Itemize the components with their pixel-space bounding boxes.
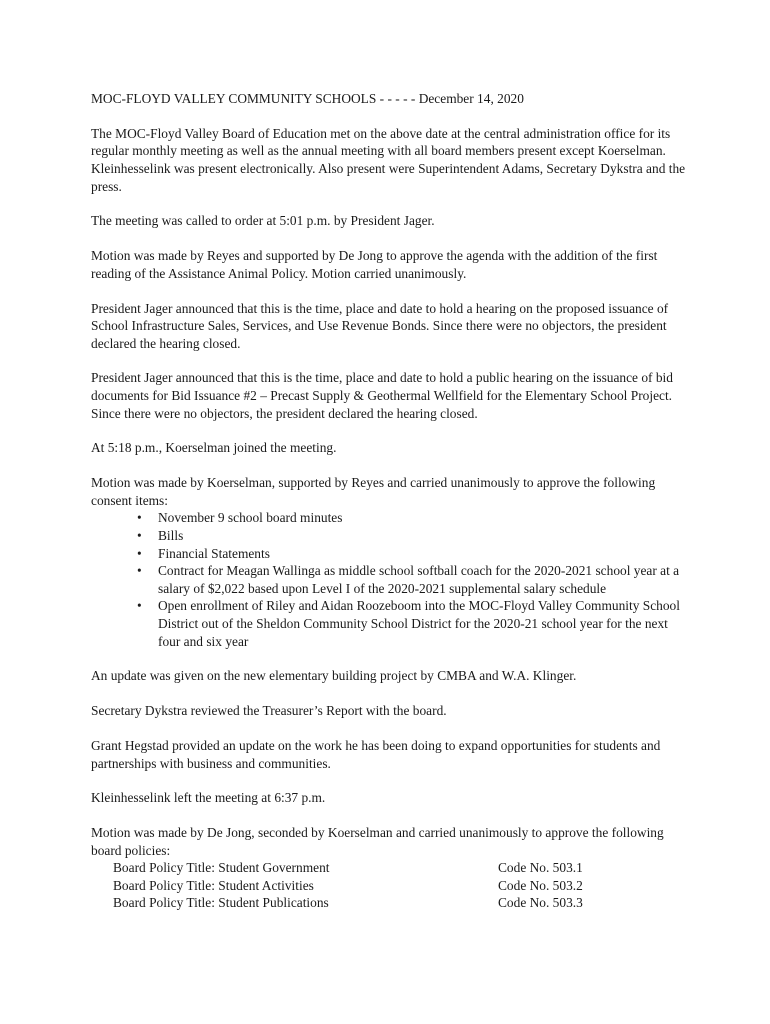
bullet-icon: •: [137, 510, 142, 526]
consent-items-list: [91, 509, 691, 650]
document-page: [91, 90, 691, 929]
policy-row: [91, 894, 691, 912]
paragraph-call-to-order: The meeting was called to order at 5:01 p.m. by President Jager.: [91, 213, 435, 229]
consent-items-section: [91, 474, 691, 650]
board-policies-lead: Motion was made by De Jong, seconded by Koerselman and carried unanimously to approve the following board policies:: [91, 825, 664, 858]
bullet-icon: •: [137, 598, 142, 614]
policy-code: Code No. 503.2: [498, 877, 583, 893]
list-item: [91, 545, 691, 563]
paragraph-koerselman-joined: At 5:18 p.m., Koerselman joined the meeting.: [91, 440, 337, 456]
paragraph-building-update: An update was given on the new elementary building project by CMBA and W.A. Klinger.: [91, 668, 577, 684]
paragraph-agenda-motion: Motion was made by Reyes and supported by De Jong to approve the agenda with the addition of the first reading of the Assistance Animal Policy. Motion carried unanimously.: [91, 248, 658, 281]
paragraph-kleinhesselink-left: Kleinhesselink left the meeting at 6:37 p.m.: [91, 790, 326, 806]
policy-code: Code No. 503.3: [498, 895, 583, 911]
paragraph-bond-hearing: President Jager announced that this is the time, place and date to hold a hearing on the proposed issuance of School Infrastructure Sales, Services, and Use Revenue Bonds. Since there were no objectors, the president declared the hearing closed.: [91, 300, 669, 351]
bullet-icon: •: [137, 545, 142, 561]
policy-title: Board Policy Title: Student Activities: [113, 877, 314, 893]
list-item-text: Financial Statements: [158, 545, 270, 561]
consent-items-lead: Motion was made by Koerselman, supported by Reyes and carried unanimously to approve the following consent items:: [91, 475, 656, 508]
paragraph-treasurer-report: Secretary Dykstra reviewed the Treasurer’s Report with the board.: [91, 703, 447, 719]
policy-code: Code No. 503.1: [498, 860, 583, 876]
list-item: [91, 509, 691, 527]
paragraph-hegstad-update: Grant Hegstad provided an update on the work he has been doing to expand opportunities for students and partnerships with business and communities.: [91, 737, 661, 771]
policy-row: [91, 877, 691, 895]
list-item-text: Open enrollment of Riley and Aidan Roozeboom into the MOC-Floyd Valley Community School District out of the Sheldon Community School District for the 2020-21 school year for the next four and six year: [158, 598, 680, 649]
paragraph-bid-hearing: President Jager announced that this is the time, place and date to hold a public hearing on the issuance of bid documents for Bid Issuance #2 – Precast Supply & Geothermal Wellfield for the Elementary School Project. Since there were no objectors, the president declared the hearing closed.: [91, 370, 673, 421]
bullet-icon: •: [137, 563, 142, 579]
policy-title: Board Policy Title: Student Government: [113, 860, 330, 876]
document-heading: MOC-FLOYD VALLEY COMMUNITY SCHOOLS - - - - - December 14, 2020: [91, 91, 524, 106]
list-item-text: Bills: [158, 528, 184, 543]
list-item: [91, 597, 691, 650]
list-item-text: November 9 school board minutes: [158, 510, 343, 526]
board-policies-section: [91, 824, 691, 912]
list-item: [91, 527, 691, 545]
policy-row: [91, 859, 691, 877]
paragraph-attendance: The MOC-Floyd Valley Board of Education met on the above date at the central administration office for its regular monthly meeting as well as the annual meeting with all board members present except Koerselman. Kleinhesselink was present electronically. Also present were Superintendent Adams, Secretary Dykstra and the press.: [91, 125, 686, 194]
list-item: [91, 562, 691, 597]
bullet-icon: •: [137, 528, 142, 543]
policy-title: Board Policy Title: Student Publications: [113, 895, 329, 911]
list-item-text: Contract for Meagan Wallinga as middle school softball coach for the 2020-2021 school year at a salary of $2,022 based upon Level I of the 2020-2021 supplemental salary schedule: [158, 563, 680, 596]
